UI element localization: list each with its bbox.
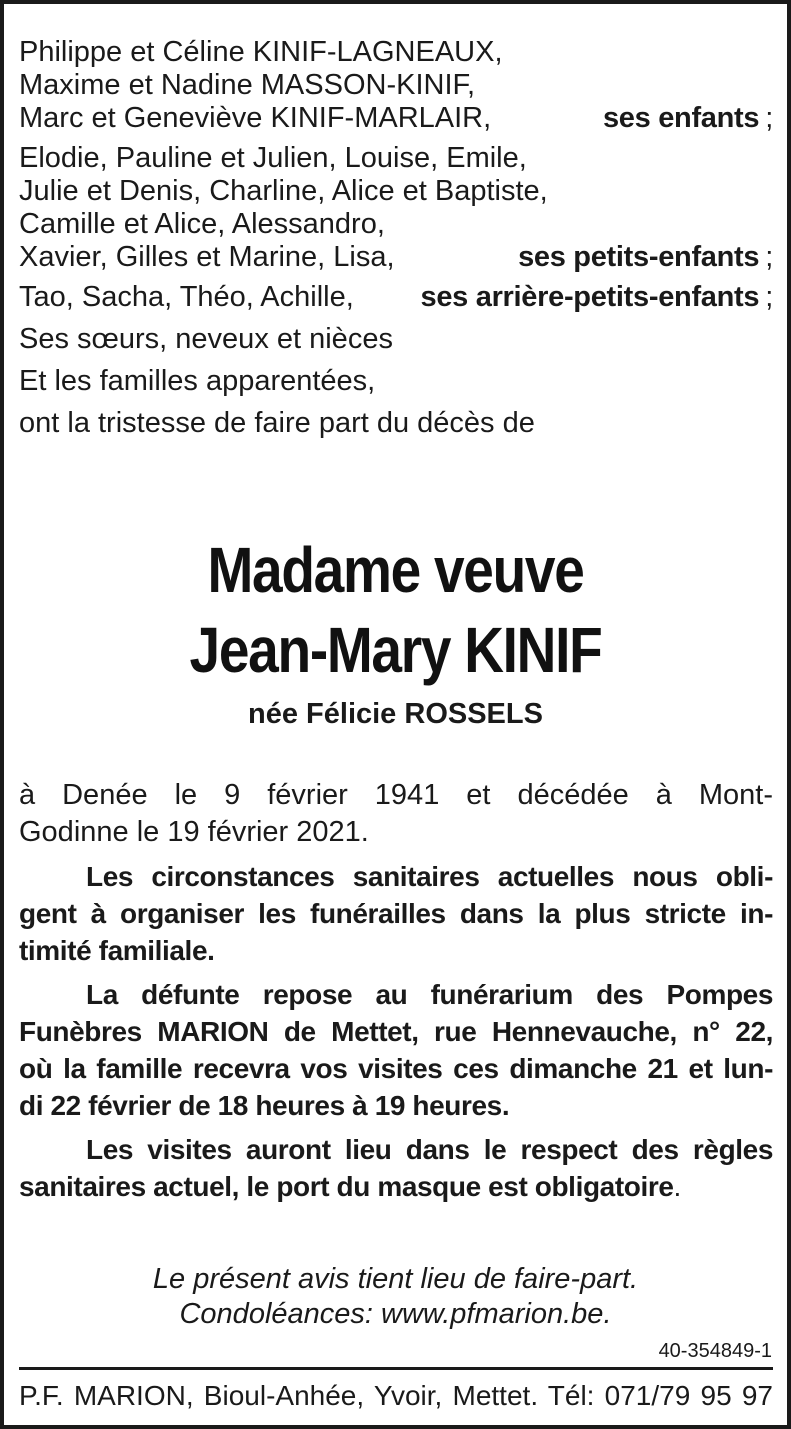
maiden-name: née Félicie ROSSELS [248, 698, 543, 730]
grandchild-names: Camille et Alice, Alessandro, [19, 208, 385, 240]
separator: ; [765, 281, 773, 313]
deceased-name-line: Jean-Mary KINIF [189, 614, 602, 686]
other-relatives [19, 318, 773, 444]
funeral-home-info: P.F. MARION, Bioul-Anhée, Yvoir, Mettet. Tél: 071/79 95 97 [19, 1380, 773, 1411]
visits-paragraph [19, 1131, 773, 1205]
other-relatives-line: Et les familles apparentées, [19, 365, 376, 397]
period: . [673, 1171, 681, 1202]
family-list [19, 36, 773, 444]
separator: ; [765, 241, 773, 273]
paragraph-line: timité familiale. [19, 935, 215, 966]
paragraph-line: où la famille recevra vos visites ces dimanche 21 et lun- [19, 1053, 773, 1084]
grandchild-names: Xavier, Gilles et Marine, Lisa, [19, 241, 395, 273]
notice-line: Le présent avis tient lieu de faire-part. [152, 1263, 639, 1295]
relation-text: ses arrière-petits-enfants [420, 281, 760, 313]
grandchild-names: Julie et Denis, Charline, Alice et Baptiste, [19, 175, 548, 207]
details-block [19, 777, 773, 1205]
family-line [19, 241, 773, 274]
other-relatives-line: Ses sœurs, neveux et nièces [19, 323, 393, 355]
family-line [19, 175, 773, 208]
deceased-name-block [0, 530, 791, 732]
birth-death-line: à Denée le 9 février 1941 et décédée à Mont- [19, 779, 773, 811]
frame-top-border [0, 0, 791, 4]
separator: ; [765, 102, 773, 134]
paragraph-line: La défunte repose au funérarium des Pompes [86, 979, 773, 1010]
paragraph-text: sanitaires actuel, le port du masque est obligatoire [19, 1171, 674, 1202]
family-line [19, 36, 773, 69]
paragraph-line-last [19, 1168, 773, 1205]
circumstances-paragraph [19, 858, 773, 969]
family-line [19, 281, 773, 314]
birth-death-line: Godinne le 19 février 2021. [19, 816, 369, 848]
reference-number: 40-354849-1 [658, 1340, 772, 1362]
family-line [19, 69, 773, 102]
repose-paragraph [19, 976, 773, 1124]
paragraph-line: Funèbres MARION de Mettet, rue Hennevauche, n° 22, [19, 1016, 773, 1047]
paragraph-line: Les circonstances sanitaires actuelles nous obli- [86, 861, 773, 892]
deceased-title-line: Madame veuve [207, 534, 584, 606]
family-line [19, 102, 773, 135]
child-names: Philippe et Céline KINIF-LAGNEAUX, [19, 36, 503, 68]
paragraph-line: di 22 février de 18 heures à 19 heures. [19, 1090, 510, 1121]
child-names: Maxime et Nadine MASSON-KINIF, [19, 69, 476, 101]
relation-text: ses petits-enfants [518, 241, 760, 273]
family-line [19, 208, 773, 241]
condolences-line: Condoléances: www.pfmarion.be. [179, 1298, 612, 1330]
relation-text: ses enfants [602, 102, 760, 134]
frame-bottom-border [0, 1425, 791, 1429]
footer-divider [19, 1367, 773, 1370]
relation-label [421, 281, 774, 314]
notice-footer-note [0, 1262, 791, 1332]
great-grandchild-names: Tao, Sacha, Théo, Achille, [19, 281, 354, 313]
child-names: Marc et Geneviève KINIF-MARLAIR, [19, 102, 492, 134]
paragraph-line: gent à organiser les funérailles dans la plus stricte in- [19, 898, 773, 929]
family-line [19, 142, 773, 175]
grandchild-names: Elodie, Pauline et Julien, Louise, Emile, [19, 142, 527, 174]
paragraph-line: Les visites auront lieu dans le respect des règles [86, 1134, 773, 1165]
relation-label [518, 241, 773, 274]
relation-label [603, 102, 773, 135]
announcement-line: ont la tristesse de faire part du décès de [19, 407, 535, 439]
